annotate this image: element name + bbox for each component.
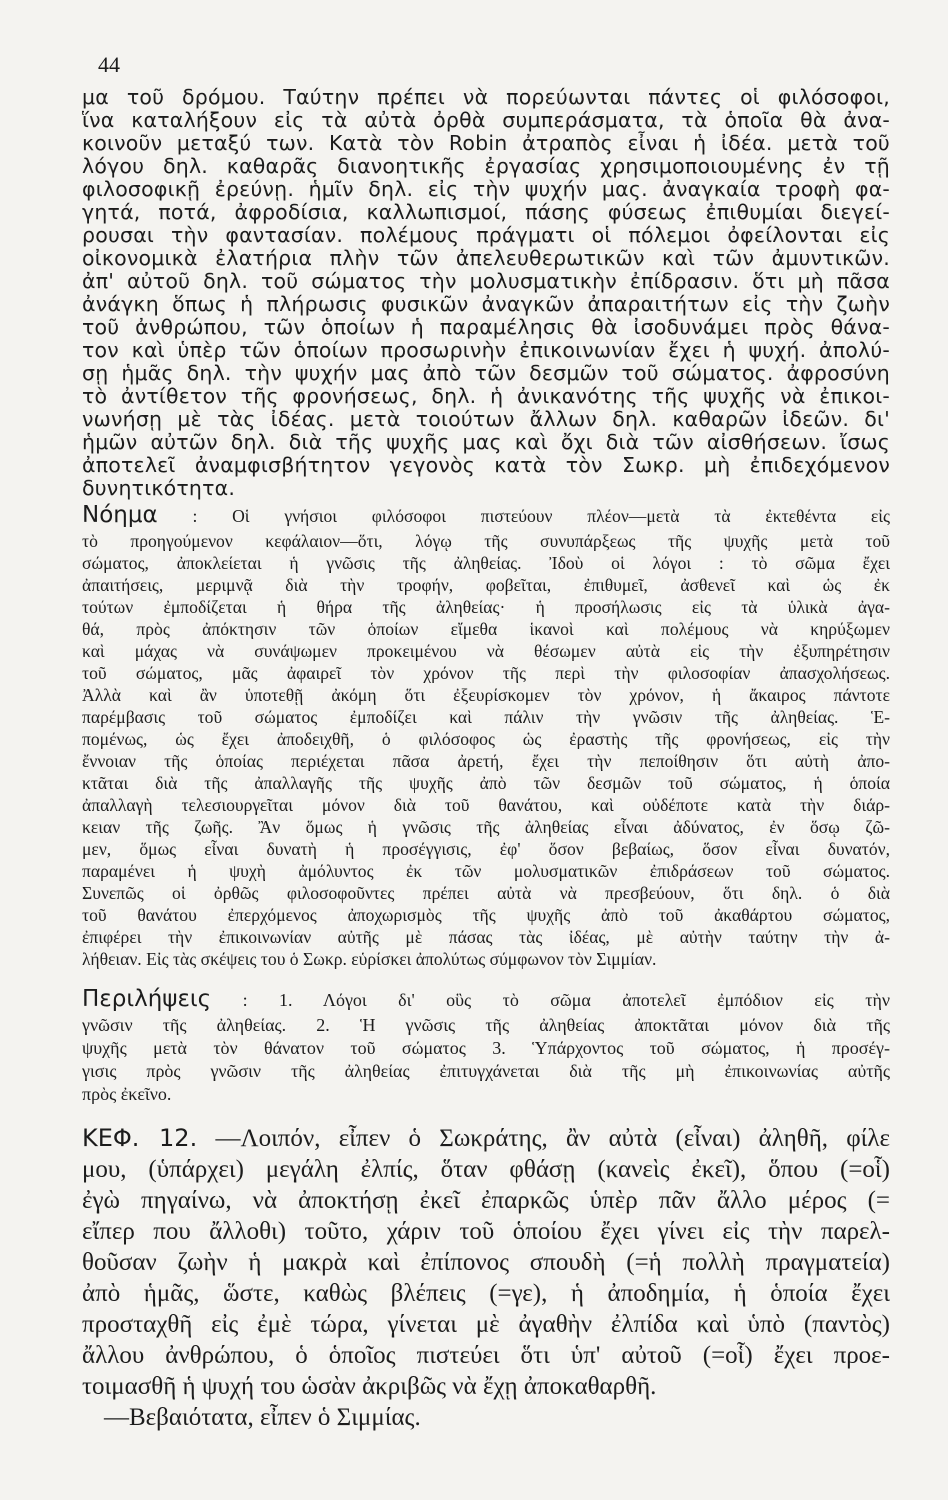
noema-line: μεν, ὅμως εἶναι δυνατὴ ἡ προσέγγισις, ἐφ' ὅσον βεβαίως, ὅσον εἶναι δυνατόν, bbox=[82, 839, 890, 859]
perilipseis-line: πρὸς ἐκεῖνο. bbox=[82, 1084, 172, 1104]
noema-line: τοῦ σώματος, μᾶς ἀφαιρεῖ τὸν χρόνον τῆς περὶ τὴν φιλοσοφίαν ἀπασχολήσεως. bbox=[82, 663, 890, 683]
perilipseis-line: γισις πρὸς γνῶσιν τῆς ἀληθείας ἐπιτυγχάνεται διὰ τῆς μὴ ἐπικοινωνίας αὐτῆς bbox=[82, 1061, 890, 1081]
commentary-line: τοῦ ἀνθρώπου, τῶν ὁποίων ἡ παραμέλησις θὰ ἰσοδυνάμει πρὸς θάνα- bbox=[82, 315, 890, 339]
noema-line: καὶ μάχας νὰ συνάψωμεν προκειμένου νὰ θέσωμεν αὐτὰ εἰς τὴν ἐξυπηρέτησιν bbox=[82, 641, 890, 661]
chapter-line: προσταχθῆ εἰς ἐμὲ τώρα, γίνεται μὲ ἀγαθὴν ἐλπίδα καὶ ὑπὸ (παντὸς) bbox=[82, 1311, 890, 1338]
commentary-line: οἰκονομικὰ ἐλατήρια πλὴν τῶν ἀπελευθερωτικῶν καὶ τῶν ἀμυντικῶν. bbox=[82, 246, 890, 270]
commentary-line: μα τοῦ δρόμου. Ταύτην πρέπει νὰ πορεύωνται πάντες οἱ φιλόσοφοι, bbox=[82, 85, 890, 109]
commentary-line: ρουσαι τὴν φαντασίαν. πολέμους πράγματι οἱ πόλεμοι ὀφείλονται εἰς bbox=[82, 223, 890, 247]
noema-line: Συνεπῶς οἱ ὀρθῶς φιλοσοφοῦντες πρέπει αὐτὰ νὰ πρεσβεύουν, ὅτι δηλ. ὁ διὰ bbox=[82, 883, 890, 903]
noema-line: Ἀλλὰ καὶ ἂν ὑποτεθῇ ἀκόμη ὅτι ἐξευρίσκομεν τὸν χρόνον, ἡ ἄκαιρος πάντοτε bbox=[82, 685, 890, 705]
noema-line: τὸ προηγούμενον κεφάλαιον—ὅτι, λόγῳ τῆς συνυπάρξεως τῆς ψυχῆς μετὰ τοῦ bbox=[82, 531, 890, 551]
noema-line: ἐπιφέρει τὴν ἐπικοινωνίαν αὐτῆς μὲ πάσας τὰς ἰδέας, μὲ αὐτὴν ταύτην τὴν ἀ- bbox=[82, 927, 890, 947]
chapter-line: τοιμασθῆ ἡ ψυχή του ὡσὰν ἀκριβῶς νὰ ἔχῃ ἀποκαθαρθῆ. bbox=[82, 1373, 657, 1400]
chapter-line: θοῦσαν ζωὴν ἡ μακρὰ καὶ ἐπίπονος σπουδὴ (=ἡ πολλὴ πραγματεία) bbox=[82, 1249, 890, 1276]
noema-line: λήθειαν. Εἰς τὰς σκέψεις του ὁ Σωκρ. εὑρίσκει ἀπολύτως σύμφωνον τὸν Σιμμίαν. bbox=[82, 949, 657, 969]
perilipseis-first-line-text: : 1. Λόγοι δι' οὓς τὸ σῶμα ἀποτελεῖ ἐμπόδιον εἰς τὴν bbox=[242, 990, 890, 1010]
noema-heading: Νόημα bbox=[82, 502, 158, 528]
noema-line: κειαν τῆς ζωῆς. Ἂν ὅμως ἡ γνῶσις τῆς ἀληθείας εἶναι ἀδύνατος, ἐν ὅσῳ ζῶ- bbox=[82, 817, 890, 837]
noema-line: θά, πρὸς ἀπόκτησιν τῶν ὁποίων εἴμεθα ἱκανοὶ καὶ πολέμους νὰ κηρύξωμεν bbox=[82, 619, 890, 639]
commentary-line: ἀποτελεῖ ἀναμφισβήτητον γεγονὸς κατὰ τὸν Σωκρ. μὴ ἐπιδεχόμενον bbox=[82, 453, 890, 477]
noema-line: τούτων ἐμποδίζεται ἡ θήρα τῆς ἀληθείας· ἡ προσήλωσις εἰς τὰ ὑλικὰ ἀγα- bbox=[82, 597, 890, 617]
commentary-line: νωνήσῃ μὲ τὰς ἰδέας. μετὰ τοιούτων ἄλλων δηλ. καθαρῶν ἰδεῶν. δι' bbox=[82, 407, 890, 431]
chapter-first-line-text: —Λοιπόν, εἶπεν ὁ Σωκράτης, ἂν αὐτὰ (εἶναι) ἀληθῆ, φίλε bbox=[215, 1125, 890, 1152]
chapter-line: ἀπὸ ἡμᾶς, ὥστε, καθὼς βλέπεις (=γε), ἡ ἀποδημία, ἡ ὁποία ἔχει bbox=[82, 1280, 890, 1307]
noema-line: ἔννοιαν τῆς ὁποίας περιέχεται πᾶσα ἀρετή, ἔχει τὴν πεποίθησιν ὅτι αὐτὴ ἀπο- bbox=[82, 751, 890, 771]
commentary-line: σῃ ἡμᾶς δηλ. τὴν ψυχήν μας ἀπὸ τῶν δεσμῶν τοῦ σώματος. ἀφροσύνη bbox=[82, 361, 890, 385]
commentary-line: ἀνάγκη ὅπως ἡ πλήρωσις φυσικῶν ἀναγκῶν ἀπαραιτήτων εἰς τὴν ζωὴν bbox=[82, 292, 890, 316]
perilipseis-line: γνῶσιν τῆς ἀληθείας. 2. Ἡ γνῶσις τῆς ἀληθείας ἀποκτᾶται μόνον διὰ τῆς bbox=[82, 1015, 890, 1035]
page-number: 44 bbox=[98, 52, 120, 77]
noema-first-line bbox=[82, 500, 890, 531]
chapter-label: ΚΕΦ. 12. bbox=[82, 1124, 198, 1152]
commentary-line: κοινοῦν μεταξύ των. Κατὰ τὸν Robin ἀτραπὸς εἶναι ἡ ἰδέα. μετὰ τοῦ bbox=[82, 131, 890, 155]
commentary-line: δυνητικότητα. bbox=[82, 476, 236, 500]
chapter-first-line bbox=[82, 1123, 890, 1154]
perilipseis-line: ψυχῆς μετὰ τὸν θάνατον τοῦ σώματος 3. Ὑπάρχοντος τοῦ σώματος, ἡ προσέγ- bbox=[82, 1038, 890, 1058]
commentary-line: φιλοσοφικῇ ἐρεύνῃ. ἡμῖν δηλ. εἰς τὴν ψυχήν μας. ἀναγκαία τροφὴ φα- bbox=[82, 177, 890, 201]
noema-line: παρέμβασις τοῦ σώματος ἐμποδίζει καὶ πάλιν τὴν γνῶσιν τῆς ἀληθείας. Ἑ- bbox=[82, 707, 890, 727]
commentary-line: ἡμῶν αὐτῶν δηλ. διὰ τῆς ψυχῆς μας καὶ ὄχι διὰ τῶν αἰσθήσεων. ἴσως bbox=[82, 430, 890, 454]
chapter-line: εἴπερ που ἄλλοθι) τοῦτο, χάριν τοῦ ὁποίου ἔχει γίνει εἰς τὴν παρελ- bbox=[82, 1218, 890, 1245]
commentary-line: ἀπ' αὐτοῦ δηλ. τοῦ σώματος τὴν μολυσματικὴν ἐπίδρασιν. ὅτι μὴ πᾶσα bbox=[82, 269, 890, 293]
noema-line: τοῦ θανάτου ἐπερχόμενος ἀποχωρισμὸς τῆς ψυχῆς ἀπὸ τοῦ ἀκαθάρτου σώματος, bbox=[82, 905, 890, 925]
perilipseis-first-line bbox=[82, 984, 890, 1015]
noema-line: παραμένει ἡ ψυχὴ ἀμόλυντος ἐκ τῶν μολυσματικῶν ἐπιδράσεων τοῦ σώματος. bbox=[82, 861, 890, 881]
chapter-line: ἐγὼ πηγαίνω, νὰ ἀποκτήσῃ ἐκεῖ ἐπαρκῶς ὑπὲρ πᾶν ἄλλο μέρος (= bbox=[82, 1187, 890, 1214]
noema-first-line-text: : Οἱ γνήσιοι φιλόσοφοι πιστεύουν πλέον—μετὰ τὰ ἐκτεθέντα εἰς bbox=[192, 506, 890, 526]
chapter-line: —Βεβαιότατα, εἶπεν ὁ Σιμμίας. bbox=[104, 1404, 421, 1431]
noema-line: ἀπαιτήσεις, μεριμνᾷ διὰ τὴν τροφήν, φοβεῖται, ἐπιθυμεῖ, ἀσθενεῖ καὶ ὡς ἐκ bbox=[82, 575, 890, 595]
perilipseis-heading: Περιλήψεις bbox=[82, 986, 212, 1012]
noema-line: σώματος, ἀποκλείεται ἡ γνῶσις τῆς ἀληθείας. Ἰδοὺ οἱ λόγοι : τὸ σῶμα ἔχει bbox=[82, 553, 890, 573]
commentary-line: τον καὶ ὑπὲρ τῶν ὁποίων προσωρινὴν ἐπικοινωνίαν ἔχει ἡ ψυχή. ἀπολύ- bbox=[82, 338, 890, 362]
noema-line: κτᾶται διὰ τῆς ἀπαλλαγῆς τῆς ψυχῆς ἀπὸ τῶν δεσμῶν τοῦ σώματος, ἡ ὁποία bbox=[82, 773, 890, 793]
chapter-line: μου, (ὑπάρχει) μεγάλη ἐλπίς, ὅταν φθάσῃ (κανεὶς ἐκεῖ), ὅπου (=οἷ) bbox=[82, 1156, 890, 1183]
commentary-line: ἵνα καταλήξουν εἰς τὰ αὐτὰ ὀρθὰ συμπεράσματα, τὰ ὁποῖα θὰ ἀνα- bbox=[82, 108, 890, 132]
noema-line: ἀπαλλαγὴ τελεσιουργεῖται μόνον διὰ τοῦ θανάτου, καὶ οὐδέποτε κατὰ τὴν διάρ- bbox=[82, 795, 890, 815]
noema-line: πομένως, ὡς ἔχει ἀποδειχθῆ, ὁ φιλόσοφος ὡς ἐραστὴς τῆς φρονήσεως, εἰς τὴν bbox=[82, 729, 890, 749]
commentary-line: τὸ ἀντίθετον τῆς φρονήσεως, δηλ. ἡ ἀνικανότης τῆς ψυχῆς νὰ ἐπικοι- bbox=[82, 384, 890, 408]
chapter-line: ἄλλου ἀνθρώπου, ὁ ὁποῖος πιστεύει ὅτι ὑπ' αὐτοῦ (=οἷ) ἔχει προε- bbox=[82, 1342, 890, 1369]
commentary-line: λόγου δηλ. καθαρᾶς διανοητικῆς ἐργασίας χρησιμοποιουμένης ἐν τῇ bbox=[82, 154, 890, 178]
commentary-line: γητά, ποτά, ἀφροδίσια, καλλωπισμοί, πάσης φύσεως ἐπιθυμίαι διεγεί- bbox=[82, 200, 890, 224]
